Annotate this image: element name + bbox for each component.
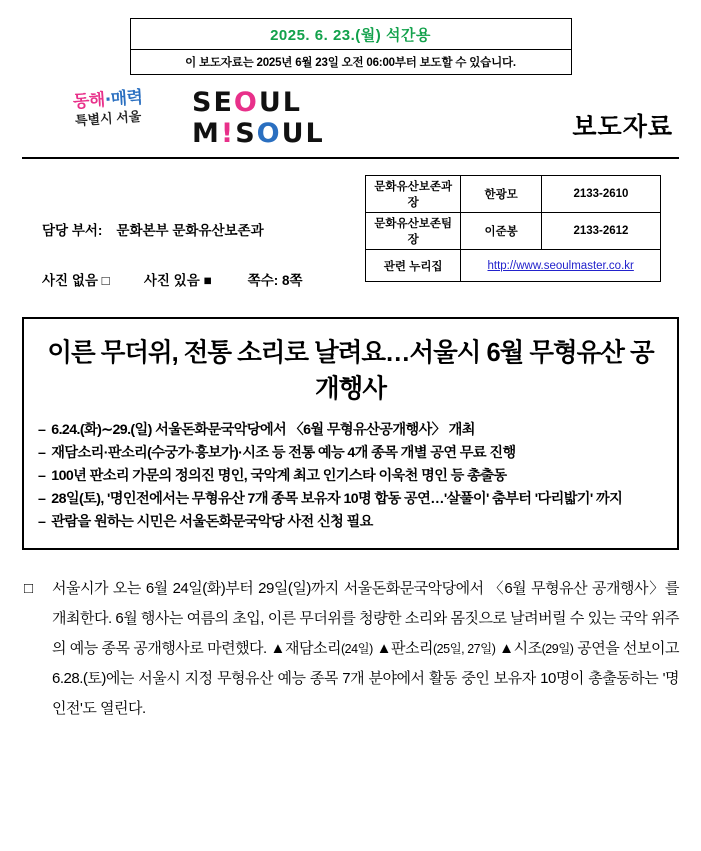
department-value: 문화본부 문화유산보존과 bbox=[116, 223, 264, 238]
bullet-text-2: 100년 판소리 가문의 정의진 명인, 국악계 최고 인기스타 이욱천 명인 등 총출동 bbox=[51, 468, 507, 484]
contact-position-1: 문화유산보존팀장 bbox=[366, 213, 461, 250]
contact-area bbox=[22, 175, 679, 305]
seoul-logo-se: SE bbox=[192, 87, 234, 118]
list-item bbox=[38, 488, 663, 511]
seoul-logo-s: S bbox=[235, 118, 257, 149]
dash-icon: – bbox=[38, 468, 46, 484]
photo-none-checkbox[interactable]: 사진 없음 □ bbox=[42, 273, 110, 288]
paragraph-marker: □ bbox=[24, 580, 33, 597]
seoul-my-soul-logo bbox=[192, 89, 325, 147]
list-item bbox=[38, 419, 663, 442]
page-count-label: 쪽수: 8쪽 bbox=[247, 273, 303, 288]
contact-name-1: 이준봉 bbox=[461, 213, 542, 250]
contact-phone-1: 2133-2612 bbox=[541, 213, 660, 250]
contact-name-0: 한광모 bbox=[461, 176, 542, 213]
document-page bbox=[0, 18, 701, 851]
department-line bbox=[42, 219, 264, 239]
dash-icon: – bbox=[38, 422, 46, 438]
donghae-logo-line2: 특별시 서울 bbox=[74, 108, 142, 128]
paragraph-text-2: 공연을 선보이고 6.28.(토)에는 서울시 지정 무형유산 예능 종목 7개 분야에서 활동 중인 보유자 10명이 총출동하는 '명인전'도 열린다. bbox=[52, 640, 679, 717]
logo-row bbox=[22, 89, 679, 151]
donghae-logo-line1-a: 동해 bbox=[72, 90, 106, 113]
donghae-logo bbox=[48, 87, 168, 128]
contact-position-0: 문화유산보존과장 bbox=[366, 176, 461, 213]
department-label: 담당 부서: bbox=[42, 223, 103, 238]
seoul-logo-m: M bbox=[192, 118, 221, 149]
dash-icon: – bbox=[38, 491, 46, 507]
page-title: 보도자료 bbox=[572, 113, 673, 141]
table-row bbox=[366, 250, 661, 282]
contact-phone-0: 2133-2610 bbox=[541, 176, 660, 213]
related-site-label: 관련 누리집 bbox=[366, 250, 461, 282]
table-row bbox=[366, 213, 661, 250]
contact-table bbox=[365, 175, 661, 282]
headline-text: 이른 무더위, 전통 소리로 날려요…서울시 6월 무형유산 공개행사 bbox=[47, 339, 654, 403]
related-site-link[interactable]: http://www.seoulmaster.co.kr bbox=[461, 250, 661, 282]
photo-line bbox=[42, 269, 309, 289]
dash-icon: – bbox=[38, 445, 46, 461]
seoul-logo-line1 bbox=[192, 89, 325, 116]
paragraph-text-1: 서울시가 오는 6월 24일(화)부터 29일(일)까지 서울돈화문국악당에서 〈6월 무형유산 공개행사〉를 개최한다. 6월 행사는 여름의 초입, 이른 무더위를 청량한 소리와 몸짓으로 날려버릴 수 있는 국악 위주의 예능 종목 공개행사로 마련했다. bbox=[52, 580, 679, 657]
donghae-logo-line1-b: ·매력 bbox=[104, 87, 144, 111]
banner-embargo-line: 이 보도자료는 2025년 6월 23일 오전 06:00부터 보도할 수 있습니다. bbox=[185, 57, 516, 69]
seoul-logo-o2: O bbox=[256, 118, 282, 149]
bullet-text-0: 6.24.(화)∼29.(일) 서울돈화문국악당에서 〈6월 무형유산공개행사〉 개최 bbox=[51, 422, 475, 438]
list-item bbox=[38, 442, 663, 465]
banner-date-line: 2025. 6. 23.(월) 석간용 bbox=[131, 19, 571, 50]
program-date-2: (25일, 27일) bbox=[433, 642, 496, 656]
list-item bbox=[38, 465, 663, 488]
program-item-2: ▲판소리 bbox=[376, 640, 434, 657]
headline-box bbox=[22, 317, 679, 550]
program-date-1: (24일) bbox=[340, 642, 373, 656]
header-divider bbox=[22, 157, 679, 159]
date-banner bbox=[130, 18, 572, 75]
bullet-text-3: 28일(토), '명인전에서는 무형유산 7개 종목 보유자 10명 합동 공연…'살풀이' 춤부터 '다리밟기' 까지 bbox=[51, 491, 623, 507]
table-row bbox=[366, 176, 661, 213]
program-date-3: (29일) bbox=[541, 642, 574, 656]
body-paragraph bbox=[22, 574, 679, 724]
seoul-logo-bang: ! bbox=[220, 118, 236, 149]
photo-yes-checkbox[interactable]: 사진 있음 ■ bbox=[143, 273, 212, 288]
seoul-logo-ul2: UL bbox=[281, 118, 325, 149]
seoul-logo-o: O bbox=[233, 87, 259, 118]
program-item-1: ▲재담소리 bbox=[270, 640, 341, 657]
seoul-logo-ul: UL bbox=[258, 87, 302, 118]
seoul-logo-line2 bbox=[192, 120, 325, 147]
list-item bbox=[38, 511, 663, 534]
bullet-text-4: 관람을 원하는 시민은 서울돈화문국악당 사전 신청 필요 bbox=[51, 514, 373, 530]
dash-icon: – bbox=[38, 514, 46, 530]
program-item-3: ▲시조 bbox=[499, 640, 542, 657]
bullet-text-1: 재담소리·판소리(수궁가·흥보가)·시조 등 전통 예능 4개 종목 개별 공연 무료 진행 bbox=[51, 445, 516, 461]
